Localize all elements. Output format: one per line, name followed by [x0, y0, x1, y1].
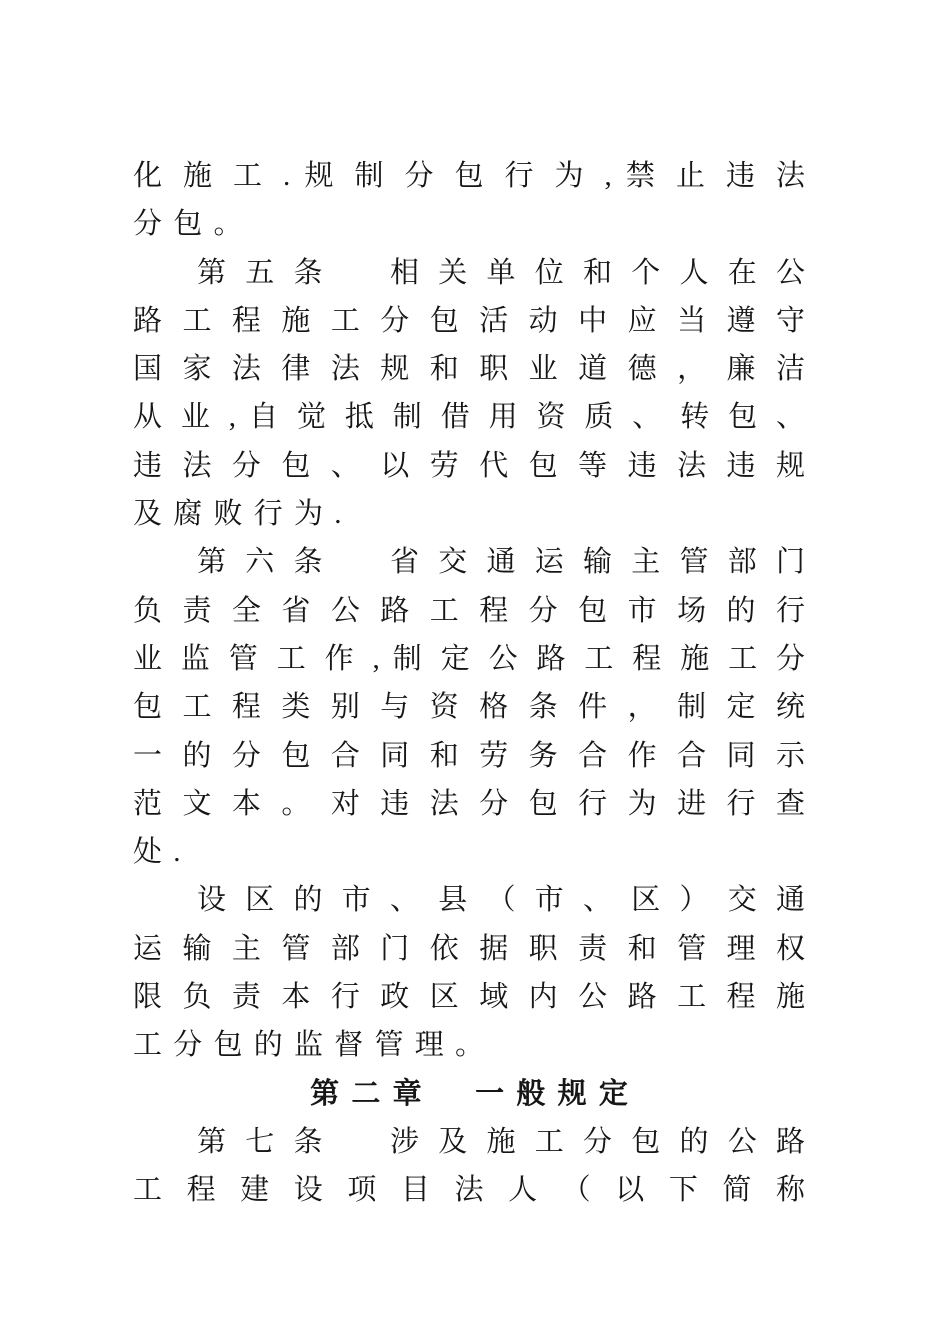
text-line: 限 负 责 本 行 政 区 域 内 公 路 工 程 施 — [133, 981, 805, 1014]
text-line: 处 . — [133, 836, 181, 869]
chapter-2-heading: 第 二 章 一 般 规 定 — [310, 1077, 628, 1110]
paragraph-continuation — [133, 152, 805, 249]
paragraph-article-5 — [133, 249, 805, 539]
article-7-first-line: 第 七 条 涉 及 施 工 分 包 的 公 路 — [197, 1125, 805, 1158]
paragraph-article-7 — [133, 1118, 805, 1215]
text-line: 分 包 。 — [133, 208, 243, 241]
text-line: 及 腐 败 行 为 . — [133, 498, 342, 531]
text-line: 路 工 程 施 工 分 包 活 动 中 应 当 遵 守 — [133, 304, 805, 337]
text-line: 从 业 , 自 觉 抵 制 借 用 资 质 、 转 包 、 — [133, 401, 805, 434]
article-5-first-line: 第 五 条 相 关 单 位 和 个 人 在 公 — [197, 256, 805, 289]
paragraph-article-6 — [133, 538, 805, 876]
text-line: 设 区 的 市 、 县 （ 市 、 区 ） 交 通 — [197, 884, 805, 917]
text-line: 违 法 分 包 、 以 劳 代 包 等 违 法 违 规 — [133, 449, 805, 482]
text-line: 国 家 法 律 法 规 和 职 业 道 德 ， 廉 洁 — [133, 353, 805, 386]
text-line: 一 的 分 包 合 同 和 劳 务 合 作 合 同 示 — [133, 739, 805, 772]
text-line: 运 输 主 管 部 门 依 据 职 责 和 管 理 权 — [133, 932, 805, 965]
text-line: 负 责 全 省 公 路 工 程 分 包 市 场 的 行 — [133, 594, 805, 627]
paragraph-local-authorities — [133, 876, 805, 1069]
text-line: 范 文 本 。 对 违 法 分 包 行 为 进 行 查 — [133, 787, 805, 820]
text-line: 包 工 程 类 别 与 资 格 条 件 ， 制 定 统 — [133, 691, 805, 724]
text-line: 化 施 工 . 规 制 分 包 行 为 , 禁 止 违 法 — [133, 160, 805, 192]
text-line: 业 监 管 工 作 , 制 定 公 路 工 程 施 工 分 — [133, 642, 805, 675]
text-line: 工 分 包 的 监 督 管 理 。 — [133, 1029, 485, 1062]
text-line: 工 程 建 设 项 目 法 人 （ 以 下 简 称 — [133, 1174, 805, 1207]
document-text-block — [133, 152, 805, 1215]
article-6-first-line: 第 六 条 省 交 通 运 输 主 管 部 门 — [197, 546, 805, 579]
